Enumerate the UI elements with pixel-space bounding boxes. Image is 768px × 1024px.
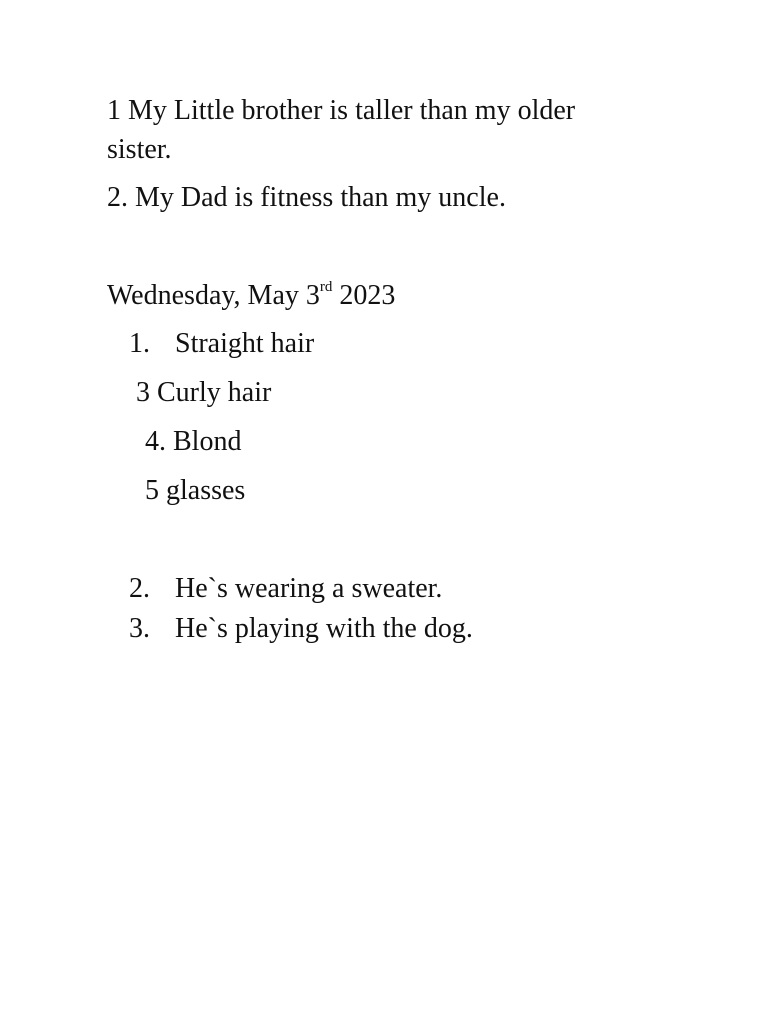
list-item-number: 2. [129,573,150,604]
list-item-number: 3. [129,613,150,644]
list-item: 4. Blond [145,426,242,457]
list-item [129,615,473,643]
list-item-text: He`s playing with the dog. [175,613,473,644]
list-item-number: 1. [129,328,150,359]
list-item-text: He`s wearing a sweater. [175,573,443,604]
date-heading [107,279,396,311]
list-item-text: Straight hair [175,328,315,359]
date-year: 2023 [332,280,396,311]
list-item [129,575,442,603]
date-prefix: Wednesday, May 3 [107,280,320,311]
list-item: 3 Curly hair [136,377,272,408]
sentence-2: 2. My Dad is fitness than my uncle. [107,182,506,213]
sentence-1-line-2: sister. [107,134,172,165]
date-ordinal-suffix: rd [319,279,333,295]
list-item [129,330,314,358]
sentence-1-line-1: 1 My Little brother is taller than my older [107,95,576,126]
list-item: 5 glasses [145,475,246,506]
